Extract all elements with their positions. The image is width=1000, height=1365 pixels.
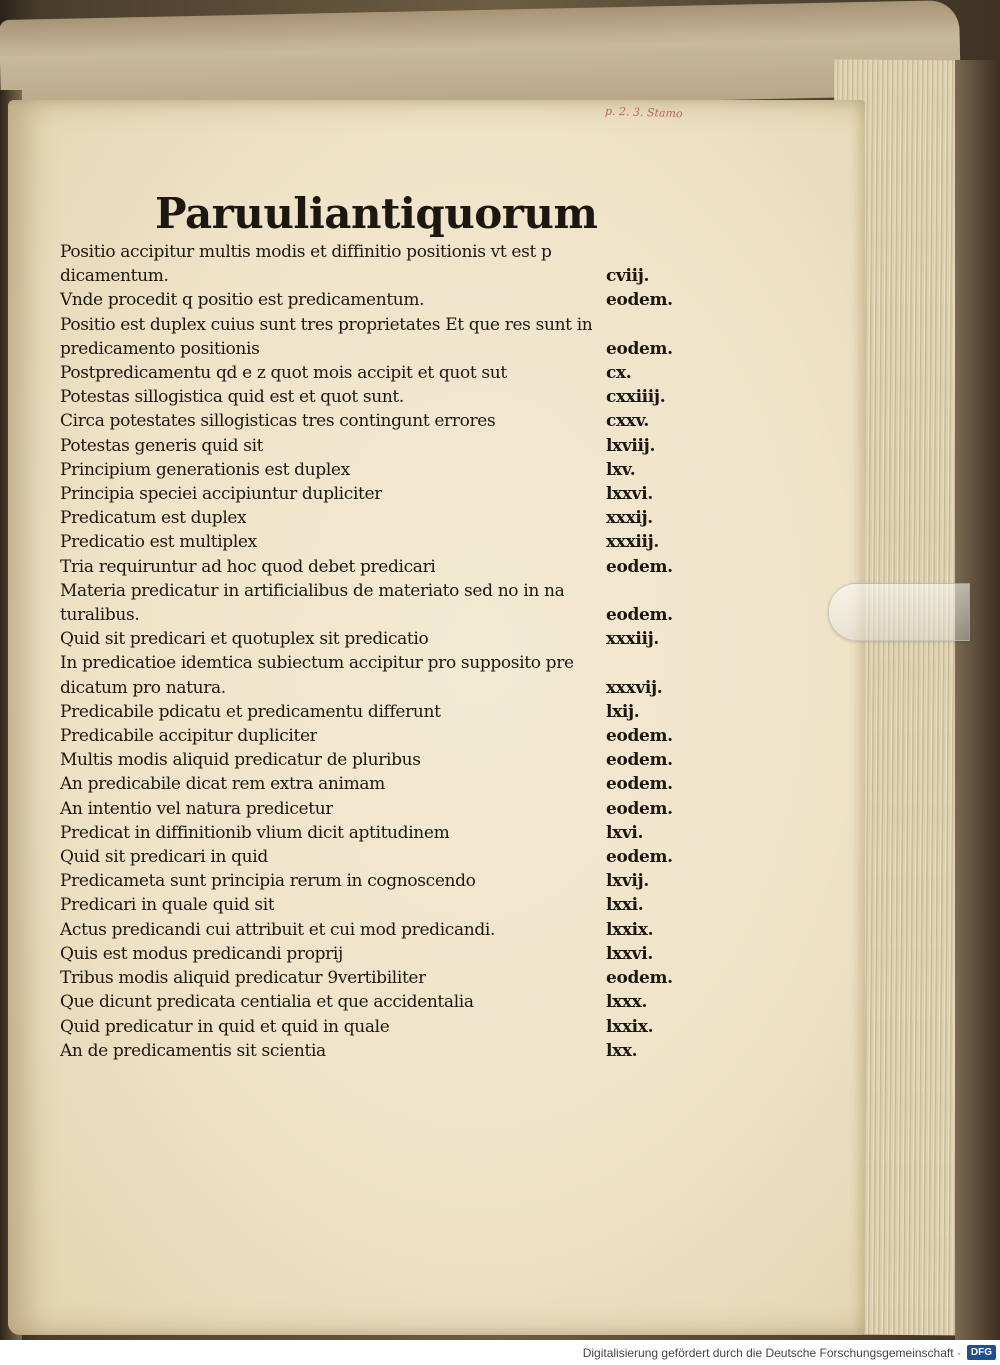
index-entry	[60, 1015, 680, 1039]
entry-page-ref: lxxix.	[606, 1016, 654, 1037]
entry-text: Potestas generis quid sit	[60, 435, 264, 456]
entry-page-ref: lxvij.	[606, 871, 649, 892]
entry-page-ref: eodem.	[606, 774, 673, 795]
entry-page-ref: lxxi.	[606, 895, 644, 916]
entry-text: Predicabile pdicatu et predicamentu differunt	[60, 701, 441, 722]
entry-text: Predicameta sunt principia rerum in cognoscendo	[60, 871, 476, 892]
index-entry	[60, 676, 680, 700]
index-entry	[60, 627, 680, 651]
entry-text: Positio est duplex cuius sunt tres proprietates Et que res sunt in	[60, 314, 593, 335]
entry-page-ref: eodem.	[606, 968, 673, 989]
index-entry	[60, 942, 680, 966]
entry-page-ref: xxxij.	[606, 508, 653, 529]
index-entry	[60, 264, 680, 288]
entry-text: In predicatioe idemtica subiectum accipitur pro supposito pre	[60, 653, 574, 674]
entry-page-ref: lxx.	[606, 1040, 638, 1061]
index-entry	[60, 482, 680, 506]
entry-text: An predicabile dicat rem extra animam	[60, 774, 385, 795]
entry-text: Potestas sillogistica quid est et quot sunt.	[60, 387, 404, 408]
entry-page-ref: eodem.	[606, 750, 673, 771]
entry-page-ref: eodem.	[606, 605, 673, 626]
index-entry	[60, 869, 680, 893]
index-entry	[60, 748, 680, 772]
back-cover-edge	[955, 60, 1000, 1340]
entry-text: Postpredicamentu qd e z quot mois accipit et quot sut	[60, 363, 507, 384]
entry-text: Predicabile accipitur dupliciter	[60, 726, 318, 747]
index-entry	[60, 409, 680, 433]
entry-page-ref: lxviij.	[606, 435, 656, 456]
entry-text: Multis modis aliquid predicatur de pluribus	[60, 750, 421, 771]
index-entry	[60, 313, 680, 337]
entry-page-ref: lxxvi.	[606, 943, 653, 964]
entry-text: predicamento positionis	[60, 338, 260, 359]
index-entry	[60, 797, 680, 821]
entry-page-ref: xxxiij.	[606, 532, 659, 553]
entry-text: dicatum pro natura.	[60, 677, 226, 698]
digitization-footer	[0, 1340, 1000, 1365]
index-entry	[60, 458, 680, 482]
index-entry	[60, 506, 680, 530]
entry-text: Vnde procedit q positio est predicamentum.	[60, 290, 425, 311]
pencil-note: p. 2. 3. Stamo	[604, 104, 683, 121]
entry-page-ref: eodem.	[606, 338, 673, 359]
index-content	[60, 188, 680, 1063]
entry-page-ref: cxxiiij.	[606, 387, 666, 408]
entry-text: dicamentum.	[60, 266, 169, 287]
entry-page-ref: lxxx.	[606, 992, 648, 1013]
entry-text: Principia speciei accipiuntur dupliciter	[60, 484, 382, 505]
index-entry	[60, 240, 680, 264]
entry-page-ref: eodem.	[606, 290, 673, 311]
bookmark-strip	[828, 583, 970, 641]
index-entry	[60, 385, 680, 409]
index-entry	[60, 579, 680, 603]
index-entry	[60, 603, 680, 627]
entry-text: Principium generationis est duplex	[60, 459, 350, 480]
entry-page-ref: xxxvij.	[606, 677, 663, 698]
index-entries	[60, 240, 680, 1063]
page-heading: Paruuliantiquorum	[155, 189, 598, 238]
index-entry	[60, 434, 680, 458]
index-entry	[60, 337, 680, 361]
entry-text: An intentio vel natura predicetur	[60, 798, 334, 819]
entry-text: Materia predicatur in artificialibus de materiato sed no in na	[60, 580, 565, 601]
index-entry	[60, 288, 680, 312]
index-entry	[60, 918, 680, 942]
index-entry	[60, 700, 680, 724]
dfg-logo: DFG	[967, 1345, 996, 1360]
index-entry	[60, 361, 680, 385]
index-entry	[60, 990, 680, 1014]
entry-text: Predicatum est duplex	[60, 508, 247, 529]
index-entry	[60, 893, 680, 917]
entry-page-ref: lxxix.	[606, 919, 654, 940]
entry-page-ref: cxxv.	[606, 411, 649, 432]
entry-text: Tribus modis aliquid predicatur 9vertibiliter	[60, 968, 426, 989]
entry-text: Actus predicandi cui attribuit et cui mod predicandi.	[60, 919, 496, 940]
entry-text: Que dicunt predicata centialia et que accidentalia	[60, 992, 474, 1013]
entry-text: Quis est modus predicandi proprij	[60, 943, 343, 964]
entry-page-ref: lxvi.	[606, 822, 644, 843]
entry-text: Predicari in quale quid sit	[60, 895, 275, 916]
entry-text: Predicatio est multiplex	[60, 532, 257, 553]
entry-text: Tria requiruntur ad hoc quod debet predicari	[60, 556, 436, 577]
entry-text: Positio accipitur multis modis et diffinitio positionis vt est p	[60, 242, 552, 262]
footer-credit: Digitalisierung gefördert durch die Deutsche Forschungsgemeinschaft ·	[582, 1345, 961, 1360]
entry-page-ref: eodem.	[606, 798, 673, 819]
entry-text: Quid sit predicari et quotuplex sit predicatio	[60, 629, 429, 650]
entry-text: Quid sit predicari in quid	[60, 847, 268, 868]
entry-page-ref: cx.	[606, 363, 632, 384]
entry-text: An de predicamentis sit scientia	[60, 1040, 326, 1061]
index-entry	[60, 772, 680, 796]
book-cover-top	[0, 0, 961, 115]
entry-page-ref: eodem.	[606, 847, 673, 868]
entry-page-ref: cviij.	[606, 266, 650, 287]
entry-text: Predicat in diffinitionib vlium dicit aptitudinem	[60, 822, 450, 843]
entry-page-ref: lxij.	[606, 701, 640, 722]
entry-page-ref: xxxiij.	[606, 629, 659, 650]
index-entry	[60, 724, 680, 748]
entry-text: Circa potestates sillogisticas tres contingunt errores	[60, 411, 496, 432]
entry-page-ref: eodem.	[606, 556, 673, 577]
index-entry	[60, 1039, 680, 1063]
entry-page-ref: lxv.	[606, 459, 636, 480]
entry-page-ref: lxxvi.	[606, 484, 653, 505]
entry-page-ref: eodem.	[606, 726, 673, 747]
entry-text: turalibus.	[60, 605, 140, 626]
entry-text: Quid predicatur in quid et quid in quale	[60, 1016, 390, 1037]
index-entry	[60, 821, 680, 845]
index-entry	[60, 555, 680, 579]
index-entry	[60, 845, 680, 869]
index-entry	[60, 530, 680, 554]
index-entry	[60, 651, 680, 675]
index-entry	[60, 966, 680, 990]
